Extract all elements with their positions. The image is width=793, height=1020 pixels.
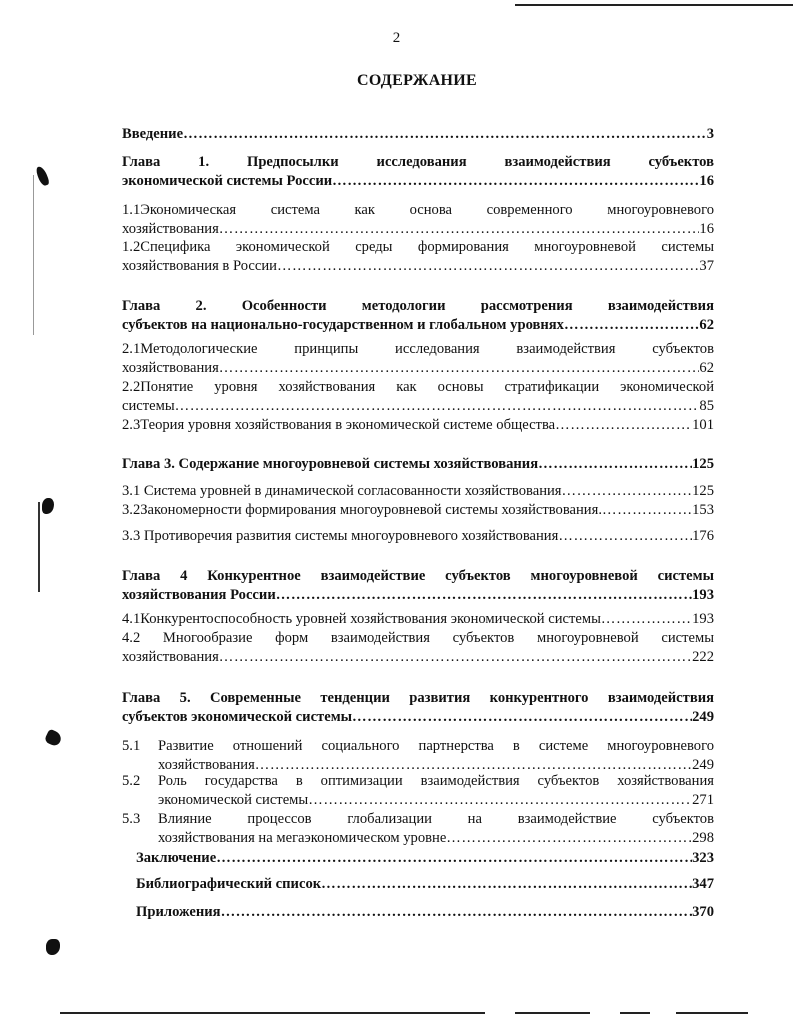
toc-section-2-3-title: 2.3Теория уровня хозяйствования в экономической системе общества <box>122 417 556 433</box>
toc-section-2-2-title: 2.2Понятие уровня хозяйствования как основы стратификации экономической <box>122 379 714 395</box>
scan-margin-line-1 <box>33 175 34 335</box>
toc-appendix-page: 370 <box>692 904 714 920</box>
page-number: 2 <box>392 30 401 46</box>
toc-section-2-3 <box>122 416 714 435</box>
toc-chapter-1-page: 16 <box>699 173 714 189</box>
toc-chapter-4-title-cont: хозяйствования России <box>122 587 276 603</box>
toc-section-5-3-page: 298 <box>692 830 714 846</box>
toc-section-5-3-title: Влияние процессов глобализации на взаимодействие субъектов <box>158 811 714 827</box>
toc-chapter-1-title: Глава 1. Предпосылки исследования взаимодействия субъектов <box>122 154 714 170</box>
toc-chapter-3-page: 125 <box>692 456 714 472</box>
scan-mark-4 <box>46 939 60 955</box>
toc-section-1-1-title-cont: хозяйствования <box>122 221 219 237</box>
scan-margin-line-2 <box>38 502 40 592</box>
toc-conclusion <box>136 849 714 868</box>
toc-section-2-2-page: 85 <box>699 398 714 414</box>
toc-section-3-3 <box>122 527 714 546</box>
toc-section-3-2 <box>122 501 714 520</box>
toc-chapter-4-page: 193 <box>692 587 714 603</box>
toc-section-1-2-page: 37 <box>699 258 714 274</box>
toc-bibliography <box>136 875 714 894</box>
toc-chapter-4 <box>122 567 714 605</box>
toc-section-3-1 <box>122 482 714 501</box>
toc-section-5-1 <box>122 737 714 775</box>
toc-section-5-2-number: 5.2 <box>122 773 141 789</box>
toc-section-3-2-title: 3.2Закономерности формирования многоуровневой системы хозяйствования. <box>122 502 602 518</box>
toc-section-2-1-page: 62 <box>699 360 714 376</box>
toc-section-2-2-title-cont: системы <box>122 398 175 414</box>
toc-section-1-2-title: 1.2Специфика экономической среды формирования многоуровневой системы <box>122 239 714 255</box>
toc-appendix <box>136 903 714 922</box>
toc-section-5-1-page: 249 <box>692 757 714 773</box>
toc-section-4-2-title-cont: хозяйствования <box>122 649 219 665</box>
toc-section-4-2 <box>122 629 714 667</box>
toc-chapter-2-page: 62 <box>699 317 714 333</box>
toc-section-2-1-title-cont: хозяйствования <box>122 360 219 376</box>
toc-appendix-label: Приложения <box>136 904 221 920</box>
toc-chapter-3 <box>122 455 714 474</box>
toc-section-1-2 <box>122 238 714 276</box>
toc-section-4-1-page: 193 <box>692 611 714 627</box>
toc-section-5-3-title-cont: хозяйствования на мегаэкономическом уровне <box>158 830 447 846</box>
scan-mark-2 <box>42 498 54 514</box>
toc-section-2-2 <box>122 378 714 416</box>
toc-section-5-2-page: 271 <box>692 792 714 808</box>
toc-chapter-5 <box>122 689 714 727</box>
toc-chapter-2 <box>122 297 714 335</box>
toc-section-5-3-number: 5.3 <box>122 811 141 827</box>
toc-chapter-2-title: Глава 2. Особенности методологии рассмотрения взаимодействия <box>122 298 714 314</box>
toc-section-3-3-title: 3.3 Противоречия развития системы многоуровневого хозяйствования <box>122 528 559 544</box>
toc-section-1-1-page: 16 <box>699 221 714 237</box>
toc-section-4-2-page: 222 <box>692 649 714 665</box>
scan-mark-3 <box>44 728 64 747</box>
toc-section-5-2-title-cont: экономической системы <box>158 792 309 808</box>
toc-section-5-2-title: Роль государства в оптимизации взаимодействия субъектов хозяйствования <box>158 773 714 789</box>
toc-chapter-2-title-cont: субъектов на национально-государственном и глобальном уровнях <box>122 317 564 333</box>
toc-chapter-5-page: 249 <box>692 709 714 725</box>
toc-intro-label: Введение <box>122 126 184 142</box>
toc-section-2-1-title: 2.1Методологические принципы исследования взаимодействия субъектов <box>122 341 714 357</box>
toc-section-3-3-page: 176 <box>692 528 714 544</box>
scan-edge-bottom-4 <box>676 1012 748 1014</box>
toc-section-1-2-title-cont: хозяйствования в России <box>122 258 277 274</box>
toc-bibliography-label: Библиографический список <box>136 876 322 892</box>
scan-edge-bottom-2 <box>515 1012 590 1014</box>
toc-conclusion-page: 323 <box>692 850 714 866</box>
toc-section-1-1 <box>122 201 714 239</box>
toc-section-5-2 <box>122 772 714 810</box>
toc-section-2-3-page: 101 <box>692 417 714 433</box>
toc-section-4-1-title: 4.1Конкурентоспособность уровней хозяйствования экономической системы <box>122 611 601 627</box>
toc-section-4-1 <box>122 610 714 629</box>
toc-intro <box>122 125 714 144</box>
scan-mark-1 <box>35 165 50 187</box>
scan-edge-bottom-3 <box>620 1012 650 1014</box>
toc-section-5-1-number: 5.1 <box>122 738 141 754</box>
toc-section-2-1 <box>122 340 714 378</box>
toc-section-3-1-title: 3.1 Система уровней в динамической согласованности хозяйствования <box>122 483 562 499</box>
toc-section-5-3 <box>122 810 714 848</box>
toc-section-3-1-page: 125 <box>692 483 714 499</box>
toc-chapter-4-title: Глава 4 Конкурентное взаимодействие субъектов многоуровневой системы <box>122 568 714 584</box>
toc-chapter-3-title: Глава 3. Содержание многоуровневой системы хозяйствования <box>122 456 539 472</box>
toc-section-5-1-title-cont: хозяйствования <box>158 757 255 773</box>
toc-chapter-5-title: Глава 5. Современные тенденции развития конкурентного взаимодействия <box>122 690 714 706</box>
toc-bibliography-page: 347 <box>692 876 714 892</box>
scan-edge-top <box>515 4 793 6</box>
toc-chapter-1-title-cont: экономической системы России <box>122 173 333 189</box>
toc-section-1-1-title: 1.1Экономическая система как основа современного многоуровневого <box>122 202 714 218</box>
scan-edge-bottom-1 <box>60 1012 485 1014</box>
toc-chapter-5-title-cont: субъектов экономической системы <box>122 709 353 725</box>
toc-section-4-2-title: 4.2 Многообразие форм взаимодействия субъектов многоуровневой системы <box>122 630 714 646</box>
toc-conclusion-label: Заключение <box>136 850 217 866</box>
toc-intro-page: 3 <box>706 126 714 142</box>
toc-chapter-1 <box>122 153 714 191</box>
page-title: СОДЕРЖАНИЕ <box>356 72 478 89</box>
toc-section-5-1-title: Развитие отношений социального партнерства в системе многоуровневого <box>158 738 714 754</box>
toc-section-3-2-page: 153 <box>692 502 714 518</box>
